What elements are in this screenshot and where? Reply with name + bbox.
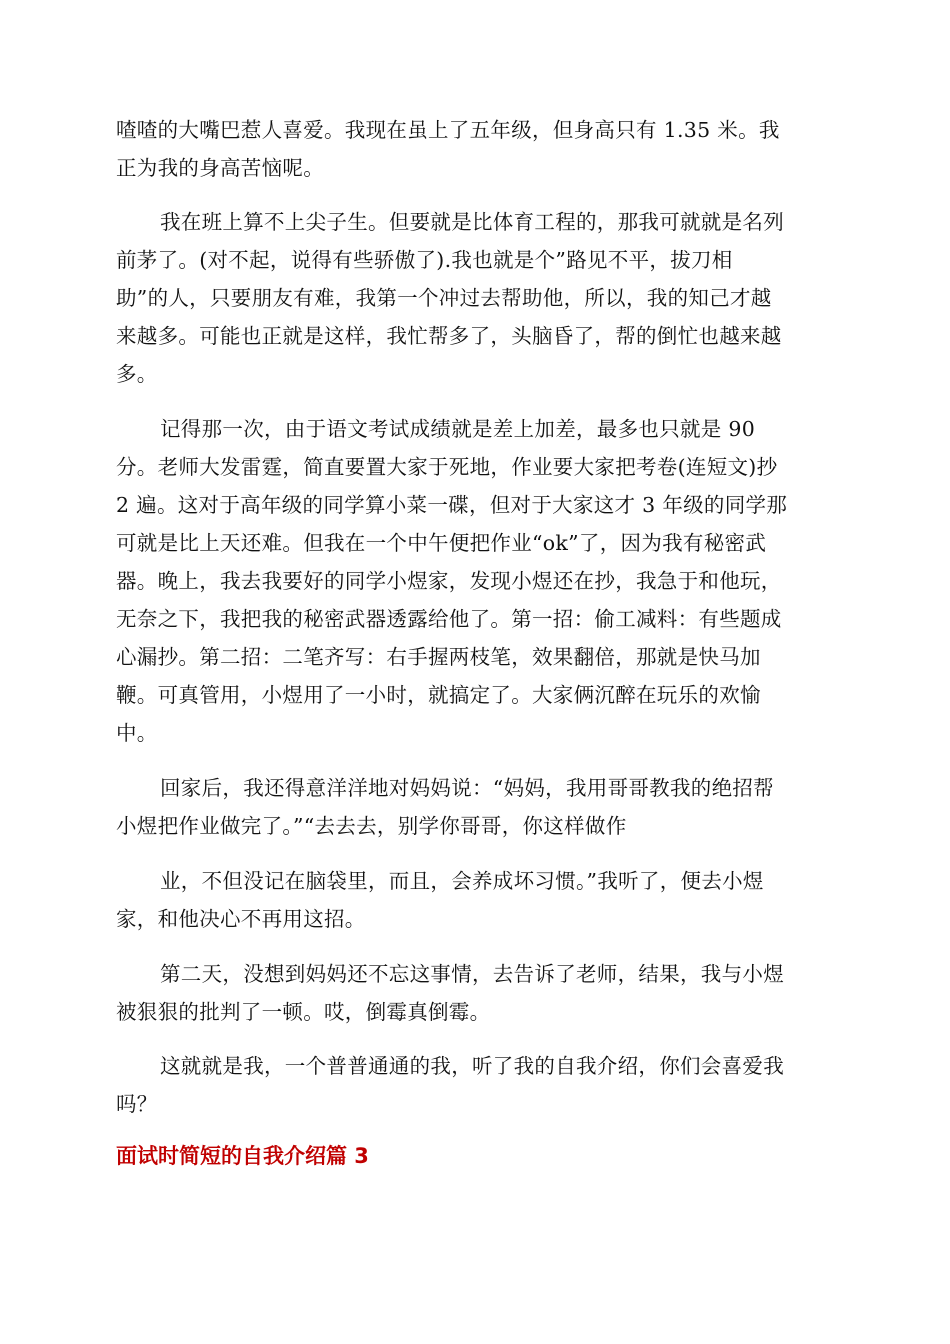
text-line: 无奈之下，我把我的秘密武器透露给他了。第一招：偷工减料：有些题成 — [116, 607, 782, 631]
text-line: 我在班上算不上尖子生。但要就是比体育工程的，那我可就就是名列 — [160, 210, 784, 234]
text-line: 记得那一次，由于语文考试成绩就是差上加差，最多也只就是 90 — [160, 417, 756, 441]
text-line: 家，和他决心不再用这招。 — [116, 907, 366, 931]
text-line: 器。晚上，我去我要好的同学小煜家，发现小煜还在抄，我急于和他玩， — [116, 569, 782, 593]
text-line: 喳喳的大嘴巴惹人喜爱。我现在虽上了五年级，但身高只有 1.35 米。我 — [116, 118, 780, 142]
section-heading: 面试时简短的自我介绍篇 3 — [116, 1144, 369, 1168]
text-line: 可就是比上天还难。但我在一个中午便把作业“ok”了，因为我有秘密武 — [116, 531, 767, 555]
text-line: 回家后，我还得意洋洋地对妈妈说：“妈妈，我用哥哥教我的绝招帮 — [160, 776, 774, 800]
text-line: 吗？ — [116, 1092, 158, 1116]
text-line: 这就就是我，一个普普通通的我，听了我的自我介绍，你们会喜爱我 — [160, 1054, 784, 1078]
text-line: 鞭。可真管用，小煜用了一小时，就搞定了。大家俩沉醉在玩乐的欢愉 — [116, 683, 761, 707]
text-line: 多。 — [116, 362, 158, 386]
text-line: 心漏抄。第二招：二笔齐写：右手握两枝笔，效果翻倍，那就是快马加 — [116, 645, 761, 669]
text-line: 正为我的身高苦恼呢。 — [116, 156, 324, 180]
text-line: 2 遍。这对于高年级的同学算小菜一碟，但对于大家这才 3 年级的同学那 — [116, 493, 788, 517]
text-line: 业，不但没记在脑袋里，而且，会养成坏习惯。”我听了，便去小煜 — [160, 869, 764, 893]
text-line: 被狠狠的批判了一顿。哎，倒霉真倒霉。 — [116, 1000, 491, 1024]
text-line: 中。 — [116, 721, 158, 745]
text-line: 来越多。可能也正就是这样，我忙帮多了，头脑昏了，帮的倒忙也越来越 — [116, 324, 782, 348]
text-line: 小煜把作业做完了。”“去去去，别学你哥哥，你这样做作 — [116, 814, 627, 838]
text-line: 分。老师大发雷霆，简直要置大家于死地，作业要大家把考卷(连短文)抄 — [116, 455, 778, 479]
text-line: 第二天，没想到妈妈还不忘这事情，去告诉了老师，结果，我与小煜 — [160, 962, 784, 986]
text-line: 前茅了。(对不起，说得有些骄傲了).我也就是个”路见不平，拔刀相 — [116, 248, 733, 272]
text-line: 助”的人，只要朋友有难，我第一个冲过去帮助他，所以，我的知己才越 — [116, 286, 772, 310]
